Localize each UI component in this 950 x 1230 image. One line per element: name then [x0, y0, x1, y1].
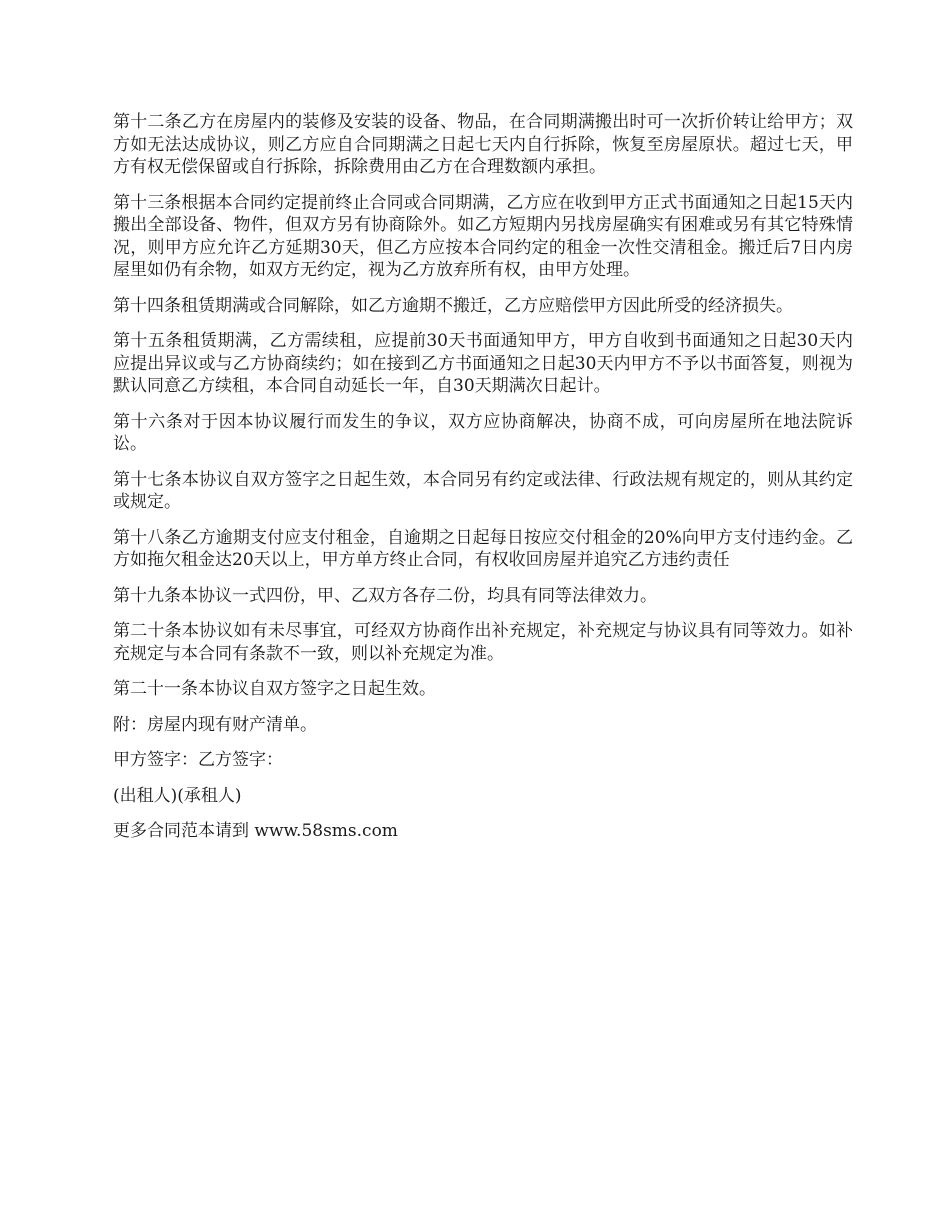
clause-13: 第十三条根据本合同约定提前终止合同或合同期满，乙方应在收到甲方正式书面通知之日起15天内搬出全部设备、物件，但双方另有协商除外。如乙方短期内另找房屋确实有困难或另有其它特殊情况，则甲方应允许乙方延期30天，但乙方应按本合同约定的租金一次性交清租金。搬迁后7日内房屋里如仍有余物，如双方无约定，视为乙方放弃所有权，由甲方处理。: [113, 192, 853, 280]
clause-14: 第十四条租赁期满或合同解除，如乙方逾期不搬迁，乙方应赔偿甲方因此所受的经济损失。: [113, 295, 793, 316]
clause-12: 第十二条乙方在房屋内的装修及安装的设备、物品，在合同期满搬出时可一次折价转让给甲方；双方如无法达成协议，则乙方应自合同期满之日起七天内自行拆除，恢复至房屋原状。超过七天，甲方有权无偿保留或自行拆除，拆除费用由乙方在合理数额内承担。: [113, 112, 853, 177]
clause-15: 第十五条租赁期满，乙方需续租，应提前30天书面通知甲方，甲方自收到书面通知之日起30天内应提出异议或与乙方协商续约；如在接到乙方书面通知之日起30天内甲方不予以书面答复，则视为默认同意乙方续租，本合同自动延长一年，自30天期满次日起计。: [113, 331, 853, 396]
document-body: [113, 111, 853, 856]
clause-16: 第十六条对于因本协议履行而发生的争议，双方应协商解决，协商不成，可向房屋所在地法院诉讼。: [113, 411, 853, 454]
clause-19: 第十九条本协议一式四份，甲、乙双方各存二份，均具有同等法律效力。: [113, 585, 657, 606]
signature-roles: (出租人)(承租人): [113, 785, 242, 806]
clause-17: 第十七条本协议自双方签字之日起生效，本合同另有约定或法律、行政法规有规定的，则从其约定或规定。: [113, 469, 853, 512]
clause-21: 第二十一条本协议自双方签字之日起生效。: [113, 679, 436, 699]
clause-18: 第十八条乙方逾期支付应支付租金，自逾期之日起每日按应交付租金的20%向甲方支付违约金。乙方如拖欠租金达20天以上，甲方单方终止合同，有权收回房屋并追究乙方违约责任: [113, 527, 853, 570]
attachment-note: 附：房屋内现有财产清单。: [113, 714, 317, 735]
clause-20: 第二十条本协议如有未尽事宜，可经双方协商作出补充规定，补充规定与协议具有同等效力。如补充规定与本合同有条款不一致，则以补充规定为准。: [113, 621, 853, 664]
footer-more-templates: 更多合同范本请到 www.58sms.com: [113, 821, 398, 841]
signature-line: 甲方签字：乙方签字：: [113, 750, 283, 770]
